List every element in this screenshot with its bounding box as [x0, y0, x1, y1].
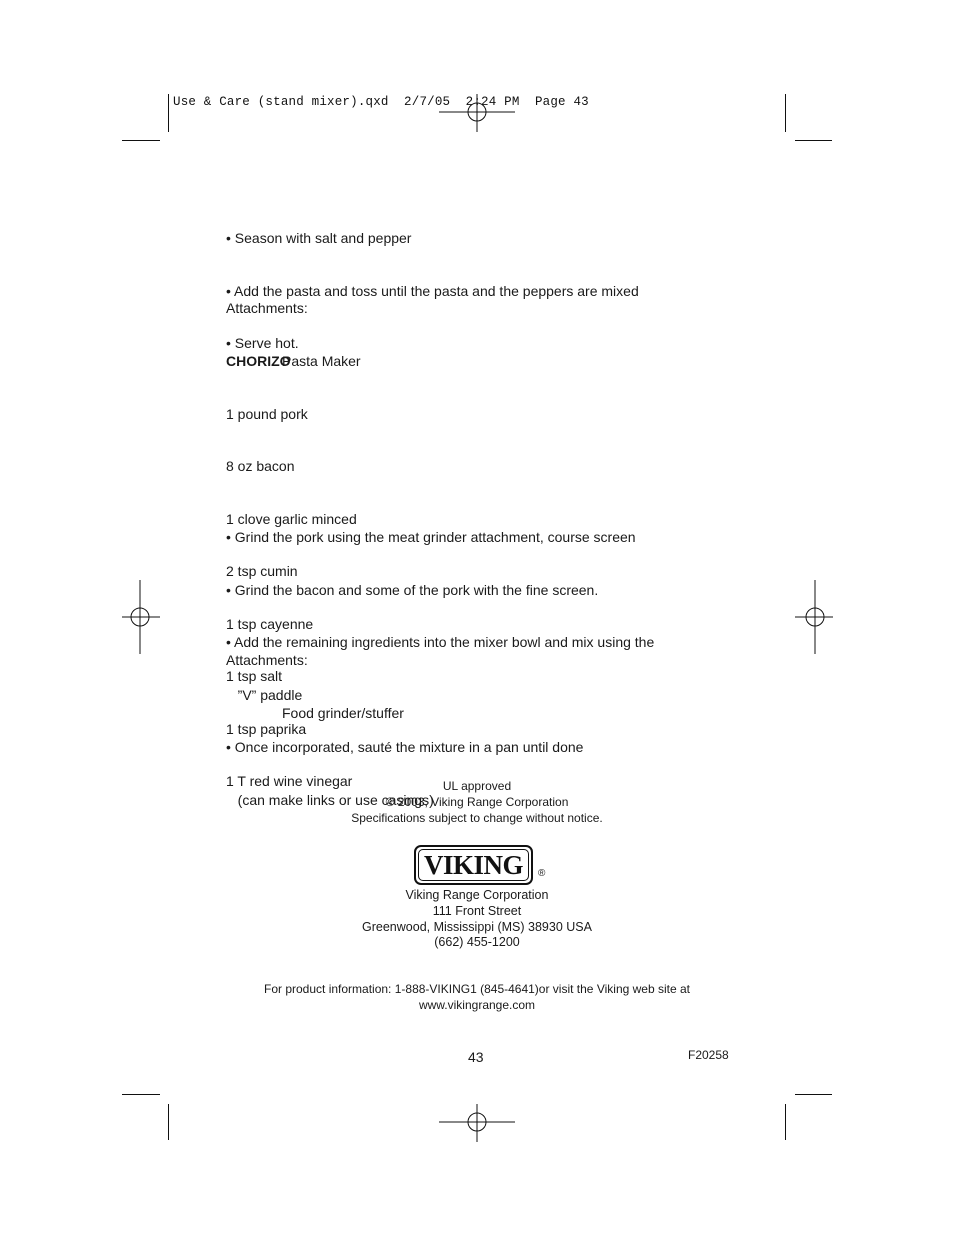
- attachment-item: Food grinder/stuffer: [282, 704, 404, 721]
- step: • Serve hot.: [226, 335, 299, 351]
- attachment-item: Pasta Maker: [282, 352, 361, 369]
- chorizo-attachments: [226, 617, 404, 740]
- crop-mark: [785, 1104, 786, 1140]
- ingredient: 1 tsp paprika: [226, 720, 307, 737]
- crop-mark: [122, 140, 160, 141]
- phone: (662) 455-1200: [434, 935, 520, 950]
- ul-approved: UL approved: [442, 779, 512, 793]
- crop-mark: [168, 94, 169, 132]
- step: • Grind the bacon and some of the pork with the fine screen.: [226, 581, 599, 598]
- registration-mark-icon: [439, 1104, 515, 1142]
- registered-mark: ®: [538, 868, 546, 879]
- city: Greenwood, Mississippi (MS) 38930 USA: [362, 919, 592, 934]
- ingredient: 1 clove garlic minced: [226, 510, 357, 527]
- viking-logo: [414, 845, 533, 885]
- copyright: © 2003, Viking Range Corporation: [385, 794, 569, 809]
- ingredient: 8 oz bacon: [226, 458, 295, 474]
- ingredient: 2 tsp cumin: [226, 563, 298, 579]
- document-code: F20258: [688, 1048, 729, 1062]
- registration-mark-icon: [122, 580, 160, 654]
- crop-mark: [795, 1094, 832, 1095]
- ingredient: 1 tsp cayenne: [226, 615, 314, 632]
- page-number: 43: [468, 1049, 484, 1065]
- step: • Add the pasta and toss until the pasta and the peppers are mixed: [226, 282, 639, 299]
- step: • Season with salt and pepper: [226, 230, 412, 246]
- company-name: Viking Range Corporation: [405, 888, 549, 902]
- ingredient: 1 pound pork: [226, 405, 308, 422]
- info-line: For product information: 1-888-VIKING1 (845-4641)or visit the Viking web site at: [264, 982, 690, 996]
- spec-notice: Specifications subject to change without notice.: [351, 810, 603, 825]
- crop-mark: [795, 140, 832, 141]
- attachments-label: Attachments:: [226, 652, 308, 668]
- recipe-title: CHORIZO: [226, 353, 291, 369]
- ingredient: 1 T red wine vinegar: [226, 773, 353, 789]
- step: • Grind the pork using the meat grinder attachment, course screen: [226, 529, 636, 545]
- product-info: [0, 982, 954, 1014]
- crop-mark: [785, 94, 786, 132]
- company-address: [0, 888, 954, 951]
- registration-mark-icon: [439, 94, 515, 134]
- step: • Add the remaining ingredients into the mixer bowl and mix using the: [226, 634, 655, 650]
- street: 111 Front Street: [432, 903, 522, 918]
- ingredient: 1 tsp salt: [226, 668, 283, 684]
- logo-text: VIKING: [418, 849, 529, 881]
- file-slug: Use & Care (stand mixer).qxd 2/7/05 2:24 PM Page 43: [173, 95, 589, 109]
- crop-mark: [122, 1094, 160, 1095]
- step: • Once incorporated, sauté the mixture in a pan until done: [226, 739, 584, 755]
- crop-mark: [168, 1104, 169, 1140]
- registration-mark-icon: [795, 580, 833, 654]
- attachments-label: Attachments:: [226, 300, 308, 316]
- footer-notice: [0, 779, 954, 826]
- step: ”V” paddle: [226, 686, 303, 703]
- website: www.vikingrange.com: [418, 997, 536, 1012]
- step: (can make links or use casings): [226, 791, 434, 808]
